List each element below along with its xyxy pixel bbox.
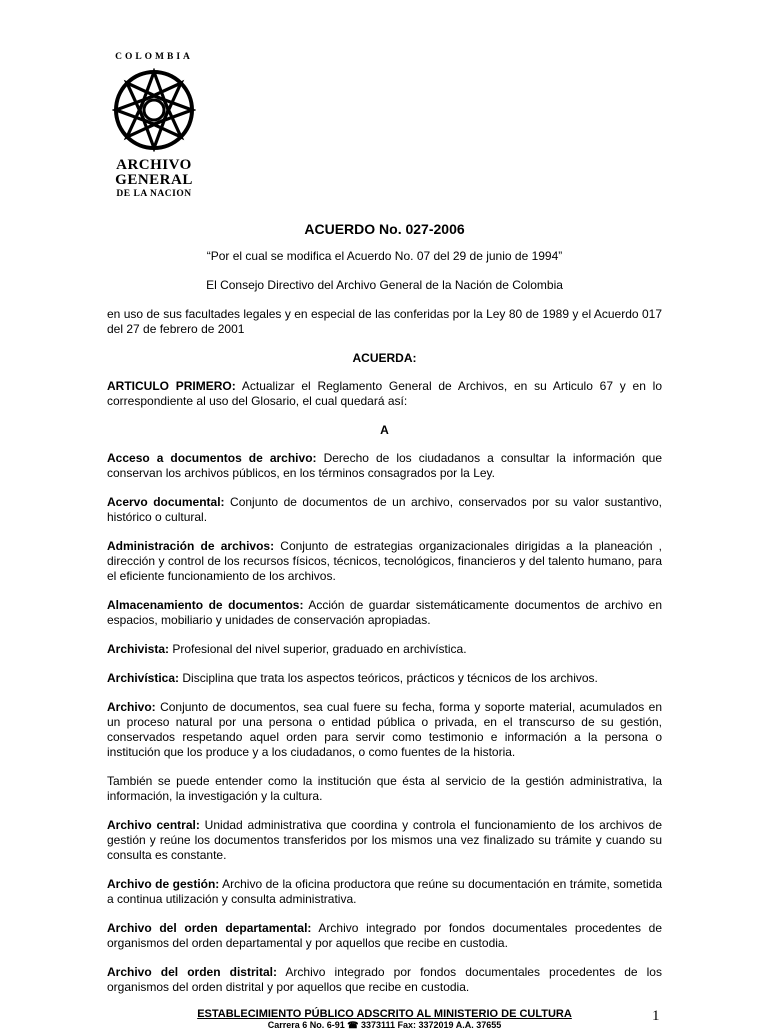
glossary-term: Administración de archivos: bbox=[107, 539, 275, 553]
glossary-letter: A bbox=[380, 423, 389, 437]
logo-general: GENERAL bbox=[115, 172, 193, 188]
article-primero bbox=[107, 379, 662, 409]
glossary-entry bbox=[107, 774, 662, 804]
footer-institution: ESTABLECIMIENTO PÚBLICO ADSCRITO AL MINISTERIO DE CULTURA bbox=[197, 1008, 572, 1020]
preamble: en uso de sus facultades legales y en especial de las conferidas por la Ley 80 de 1989 y el Acuerdo 017 del 27 de febrero de 2001 bbox=[107, 307, 662, 336]
council-line: El Consejo Directivo del Archivo General de la Nación de Colombia bbox=[206, 278, 563, 292]
glossary-entry bbox=[107, 539, 662, 584]
logo-archivo: ARCHIVO bbox=[116, 157, 192, 173]
article-term: ARTICULO PRIMERO: bbox=[107, 379, 236, 393]
glossary-term: Archivista: bbox=[107, 642, 170, 656]
glossary-definition: También se puede entender como la institución que ésta al servicio de la gestión administrativa, la información, la investigación y la cultura. bbox=[107, 774, 662, 803]
logo-country: COLOMBIA bbox=[115, 52, 193, 62]
glossary-definition: Acción de guardar sistemáticamente documentos de archivo en espacios, mobiliario y unidades de conservación apropiadas. bbox=[107, 598, 663, 627]
glossary-definition: Disciplina que trata los aspectos teóricos, prácticos y técnicos de los archivos. bbox=[179, 671, 598, 685]
glossary-term: Acceso a documentos de archivo: bbox=[107, 451, 317, 465]
glossary-definition: Conjunto de documentos de un archivo, conservados por su valor sustantivo, histórico o cultural. bbox=[107, 495, 662, 524]
glossary-term: Archivística: bbox=[107, 671, 180, 685]
glossary-entry bbox=[107, 495, 662, 525]
logo-de-la-nacion: DE LA NACION bbox=[116, 189, 192, 199]
glossary-entry bbox=[107, 700, 662, 760]
glossary-entry bbox=[107, 451, 662, 481]
glossary-term: Archivo del orden departamental: bbox=[107, 921, 312, 935]
footer-address: Carrera 6 No. 6-91 ☎ 3373111 Fax: 3372019 A.A. 37655 bbox=[267, 1020, 502, 1030]
document-title: ACUERDO No. 027-2006 bbox=[304, 221, 465, 237]
glossary-definition: Archivo de la oficina productora que reúne su documentación en trámite, sometida a continua utilización y consulta administrativa. bbox=[107, 877, 662, 906]
glossary-entry bbox=[107, 921, 662, 951]
glossary-entry bbox=[107, 877, 662, 907]
glossary-entry bbox=[107, 818, 662, 863]
glossary-term: Archivo del orden distrital: bbox=[107, 965, 277, 979]
glossary-definition: Archivo integrado por fondos documentales procedentes de organismos del orden departamental y por aquellos que recibe en custodia. bbox=[107, 921, 662, 950]
page-number: 1 bbox=[652, 1008, 660, 1024]
glossary-definition: Derecho de los ciudadanos a consultar la información que conservan los archivos públicos, en los términos consagrados por la Ley. bbox=[107, 451, 663, 480]
article-text: Actualizar el Reglamento General de Archivos, en su Articulo 67 y en lo correspondiente al uso del Glosario, el cual quedará así: bbox=[107, 379, 662, 408]
glossary-term: Archivo de gestión: bbox=[107, 877, 220, 891]
glossary-definition: Profesional del nivel superior, graduado en archivística. bbox=[169, 642, 467, 656]
glossary-definition: Archivo integrado por fondos documentales procedentes de los organismos del orden distrital y por aquellos que recibe en custodia. bbox=[107, 965, 662, 994]
document-body bbox=[107, 222, 662, 1009]
glossary-entry bbox=[107, 642, 662, 657]
glossary-definition: Unidad administrativa que coordina y controla el funcionamiento de los archivos de gestión y reúne los documentos transferidos por los mismos una vez finalizado su trámite y cuando su consulta es constante. bbox=[107, 818, 662, 862]
glossary-term: Acervo documental: bbox=[107, 495, 225, 509]
glossary-term: Almacenamiento de documentos: bbox=[107, 598, 304, 612]
glossary-entry bbox=[107, 598, 662, 628]
glossary-term: Archivo: bbox=[107, 700, 156, 714]
glossary-entry bbox=[107, 671, 662, 686]
archive-emblem-icon bbox=[112, 68, 196, 152]
logo bbox=[104, 52, 204, 200]
glossary-term: Archivo central: bbox=[107, 818, 200, 832]
glossary-definition: Conjunto de estrategias organizacionales dirigidas a la planeación , dirección y control de los recursos físicos, técnicos, tecnológicos, financieros y del talento humano, para el eficiente funcionamiento de los archivos. bbox=[107, 539, 663, 583]
glossary-entry bbox=[107, 965, 662, 995]
acuerda-heading: ACUERDA: bbox=[352, 351, 417, 365]
glossary-definition: Conjunto de documentos, sea cual fuere su fecha, forma y soporte material, acumulados en un proceso natural por una persona o entidad pública o privada, en el transcurso de su gestión, conservados respetando aquel orden para servir como testimonio e información a la persona o institución que los produce y a los ciudadanos, o como fuentes de la historia. bbox=[107, 700, 662, 759]
document-subtitle: “Por el cual se modifica el Acuerdo No. 07 del 29 de junio de 1994” bbox=[206, 249, 563, 263]
